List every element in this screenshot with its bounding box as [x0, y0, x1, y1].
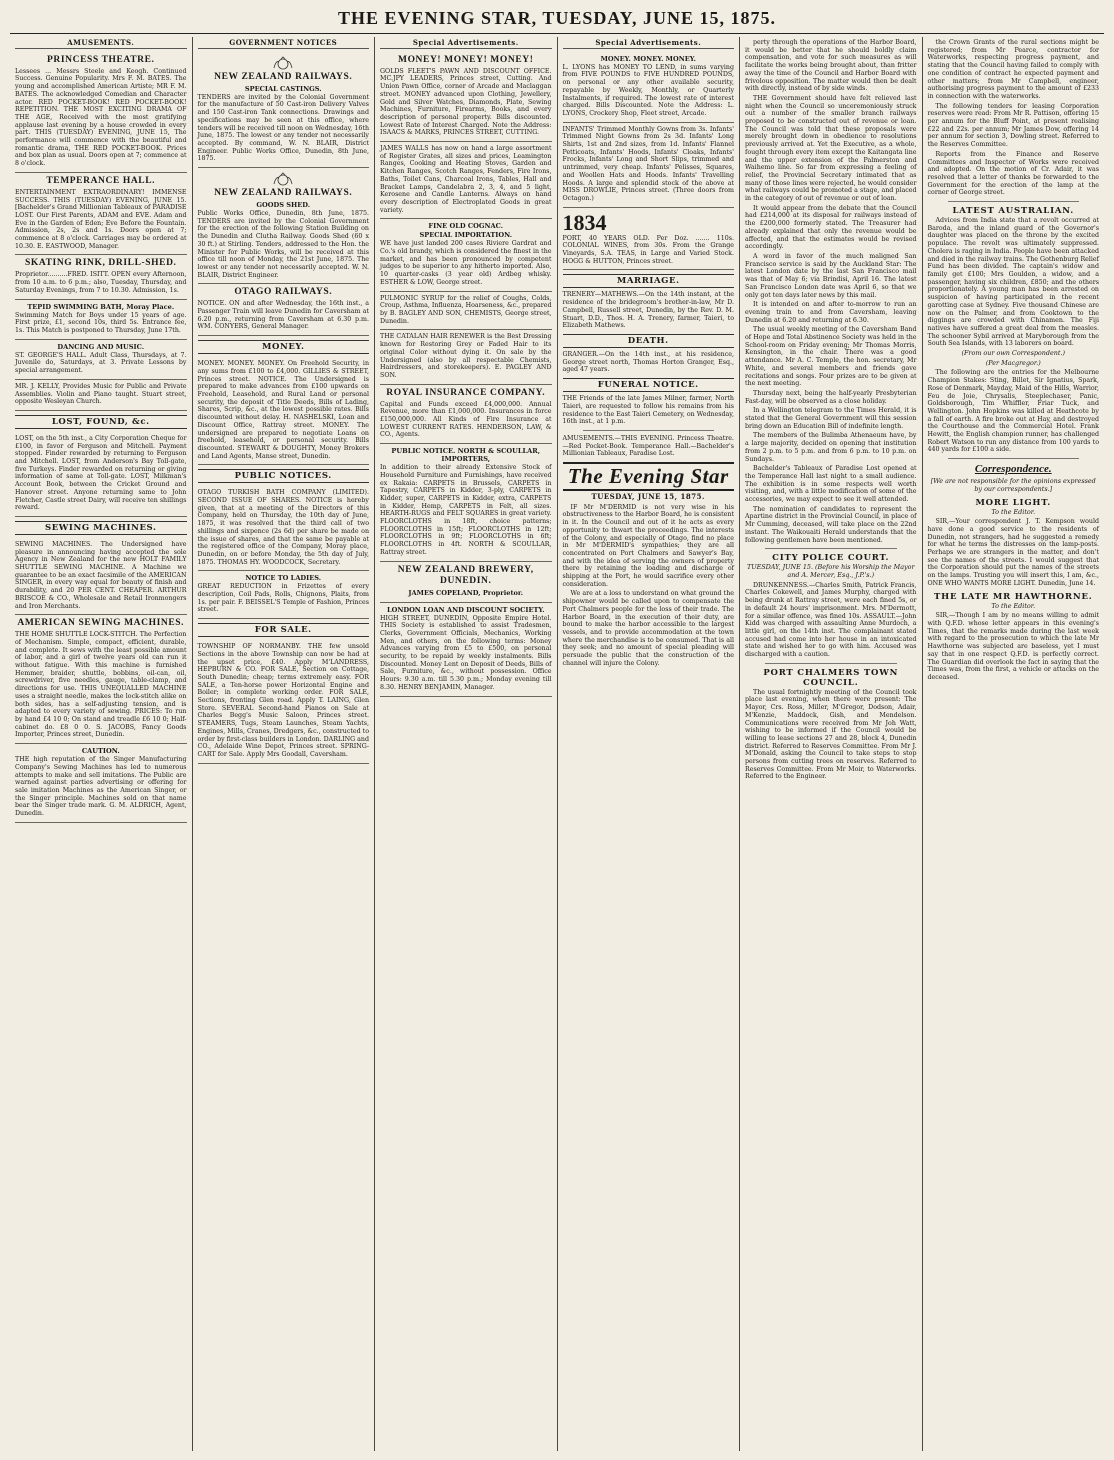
- ad-body: In addition to their already Extensive Stock of Household Furniture and Furnishings, have received ex Rakaia: CARPETS in Brussels, CARPETS in Tapestry, CARPETS in Kidder, 3-ply, CARPETS in Kidder, super, CARPETS in Kidder, extra, CARPETS in Kidder, Hemp, CARPETS in Felt, all sizes. HEARTH-RUGS and FELT SQUARES in great variety. FLOORCLOTHS in 18ft, choice patterns; FLOORCLOTHS in 15ft; FLOORCLOTHS in 12ft; FLOORCLOTHS in 9ft; FLOORCLOTHS in 6ft; FLOORCLOTHS in 4ft. NORTH & SCOULLAR, Rattray street.: [380, 464, 552, 556]
- divider: [948, 201, 1080, 202]
- section-heading-marriage: MARRIAGE.: [563, 274, 735, 288]
- ad-body: THE CATALAN HAIR RENEWER is the Best Dressing known for Restoring Grey or Faded Hair to its original Color without dying it. On sale by the Undersigned (also by all respectable Chemists, Hairdressers, and storekeepers). E. PAGLEY AND SON.: [380, 333, 552, 379]
- ad-body: SEWING MACHINES. The Undersigned have pleasure in announcing having accepted the sole Agency in New Zealand for the new HOLT FAMILY SHUTTLE SEWING MACHINE. A Machine we guarantee to be an exact facsimile of the AMERICAN SINGER, in every way equal for beauty of finish and durability, and 20 PER CENT. CHEAPER. ARTHUR BRISCOE & CO., Wholesale and Retail Ironmongers and Iron Merchants.: [15, 540, 187, 610]
- article-body: The following are the entries for the Melbourne Champion Stakes: Sting, Billet, Sir Ignatius, Spark, Rose of Denmark, Mayday, Maid of the Hills, Warrior, Feu de Joie, Chrysalis, Steeplechaser, Panic, Goldsborough, Tim Whiffler, Friar Tuck, and Wellington. John Hopkins was killed at Heathcote by a fall of earth. A fire broke out at Hay, and destroyed the Courthouse and the Commercial Hotel. Frank Hewitt, the English champion runner, has challenged Robert Watson to run any distance from 100 yards to 440 yards for £100 a side.: [927, 369, 1099, 454]
- news-paragraph: It is intended on and after to-morrow to run an evening train to and from Caversham, leaving Dunedin at 6.20 and returning at 6.30.: [745, 301, 917, 324]
- ad-subtitle: GOODS SHED.: [256, 201, 311, 210]
- death-notice: GRANGER.—On the 14th inst., at his residence, George street north, Thomas Horton Granger, Esq., aged 47 years.: [562, 350, 734, 374]
- ad-title: NEW ZEALAND BREWERY, DUNEDIN.: [397, 564, 534, 586]
- ad-body: MR. J. KELLY, Provides Music for Public and Private Assemblies. Violin and Piano taught. Stuart street, opposite Wesleyan Church.: [15, 382, 187, 406]
- ad-body: Public Works Office, Dunedin, 8th June, 1875. TENDERS are invited by the Colonial Government for the erection of the following Station Building on the Dunedin and Clutha Railway. Goods Shed (60 x 30 ft.) at Stirling. Tenders, addressed to the Hon. the Minister for Public Works, will be received at this office till noon of Monday, the 21st June, 1875. The lowest or any tender not necessarily accepted. W. N. BLAIR, District Engineer.: [197, 210, 369, 279]
- ad-body: Lessees ... Messrs Steele and Keogh. Continued Success. Genuine Popularity. Mrs F. M. BATES. The young and accomplished American Artiste; MR F. M. BATES. The acknowledged Comedian and Character actor. RED POCKET-BOOK! RED POCKET-BOOK! REPETITION. THE MOST EXCITING DRAMA OF THE AGE, Received with the most gratifying applause last evening by a house crowded in every part. THIS (TUESDAY) EVENING, JUNE 15, The performance will commence with the beautiful and romantic drama, THE RED POCKET-BOOK. Prices and box plan as usual. Doors open at 7; commence at 8 o'clock.: [15, 67, 187, 168]
- article-body: Advices from India state that a revolt occurred at Baroda, and the inland guard of the Governor's daughter was placed on the throne by the excited populace. The revolt was ultimately suppressed. Cholera is raging in India. People have been attacked and died in the railway trains. The Gothenburg Relief Fund has been divided. The captain's widow and family get £100; Mrs Goulden, a widow, and a passenger, having six children, £850; and the others proportionately. A young man has been arrested on suspicion of having participated in the recent garotting case at Sydney. Five thousand Chinese are now on the Palmer, and from Cooktown to the diggings are crowded with Chinamen. The Fiji natives have suffered a great deal from the measles. The schooner Sybil arrived at Maryborough from the South Sea Islands, with 13 laborers on board.: [927, 217, 1099, 348]
- ad-body: TENDERS are invited by the Colonial Government for the manufacture of 50 Cast-iron Delivery Valves and 150 Cast-iron Tank connections. Drawings and specifications may be seen at this office, where tenders will be received till noon on Wednesday, 16th June, 1875. The lowest or any tender not necessarily accepted. By command, W. N. BLAIR, District Engineer. Public Works Office, Dunedin, 8th June, 1875.: [197, 93, 369, 163]
- funeral-notice: THE Friends of the late James Milner, farmer, North Taieri, are requested to follow his remains from his residence to the East Taieri Cemetery, on Wednesday, 16th inst., at 1 p.m.: [562, 395, 734, 426]
- ad-title: SKATING RINK, DRILL-SHED.: [24, 258, 177, 269]
- column-news-1: [739, 37, 922, 1451]
- section-heading-death: DEATH.: [563, 334, 735, 348]
- column-amusements: [10, 37, 192, 1451]
- ad-body: L. LYONS has MONEY TO LEND, in sums varying from FIVE POUNDS to FIVE HUNDRED POUNDS, on personal or any other available security, repayable by Weekly, Monthly, or Quarterly Instalments, if required. The lowest rate of interest charged. Bills Discounted. Note the Address: L. LYONS, Crockery Shop, Fleet street, Arcade.: [562, 63, 734, 117]
- amusements-summary: AMUSEMENTS.—THIS EVENING. Princess Theatre.—Red Pocket-Book. Temperance Hall.—Bachelder's Millionian Tableaux, Paradise Lost.: [562, 434, 734, 458]
- ad-body: ENTERTAINMENT EXTRAORDINARY! IMMENSE SUCCESS. THIS (TUESDAY) EVENING, JUNE 15. [Bachelder's Grand Millionian Tableaux of PARADISE LOST. Our First Parents, ADAM and EVE. Adam and Eve in the Garden of Eden; Eve Before the Fountain. Admission, 2s, 2s and 1s. Doors open at 7; commence at 8 o'clock. Carriages may be ordered at 10.30. E. EASTWOOD, Manager.: [15, 188, 187, 250]
- section-heading-funeral: FUNERAL NOTICE.: [563, 378, 735, 392]
- ad-title: PUBLIC NOTICE. NORTH & SCOULLAR, IMPORTERS,: [391, 447, 541, 464]
- ad-body: Capital and Funds exceed £4,000,000. Annual Revenue, more than £1,000,000. Insurances in force £150,000,000. All Kinds of Fire Insurance at LOWEST CURRENT RATES. HENDERSON, LAW, & CO., Agents.: [380, 400, 552, 439]
- ad-title: MONEY! MONEY! MONEY!: [398, 54, 534, 65]
- news-paragraph: Reports from the Finance and Reserve Committees and Inspector of Works were received and adopted. On the motion of Cr. Adair, it was resolved that a letter of thanks be forwarded to the Government for the erection of the lamp at the corner of George street.: [927, 150, 1099, 197]
- news-paragraph: A word in favor of the much maligned San Francisco service is said by the Auckland Star: The latest London date by the last San Francisco mail was that of May 6; via Brindisi, April 16. The latest San Francisco London date was April 6, so that we only got ten days later news by this mail.: [745, 252, 917, 299]
- ad-nz-brewery: [380, 562, 552, 603]
- ad-body: HIGH STREET, DUNEDIN, Opposite Empire Hotel. THIS Society is established to assist Tradesmen, Clerks, Government Officials, Mechanics, Working Men, and others, on the following terms: Money Advances varying from £5 to £500, on personal security, to be repaid by weekly instalments. Bills Discounted. Money Lent on Deposit of Deeds, Bills of Sale, Furniture, &c., without possession. Office Hours: 9.30 a.m. till 5.30 p.m.; Monday evening till 8.30. HENRY BENJAMIN, Manager.: [380, 614, 552, 691]
- ad-dancing: [15, 340, 187, 380]
- ad-north-scoullar: [380, 444, 552, 561]
- ad-title: FINE OLD COGNAC.: [428, 222, 504, 231]
- newspaper-nameplate: The Evening Star: [563, 462, 735, 491]
- news-paragraph: The usual weekly meeting of the Caversham Band of Hope and Total Abstinence Society was held in the School-room on Friday evening; Mr Thomas Morris, Kensington, in the chair. There was a good attendance. Mr A. C. Temple, the hon. secretary, Mr White, and several members and friends gave recitations and songs. Four prizes are to be given at the next meeting.: [745, 326, 917, 388]
- letter-heading-more-light: MORE LIGHT.: [975, 497, 1052, 508]
- ad-body: JAMES WALLS has now on hand a large assortment of Register Grates, all sizes and prices, Leamington Ranges, Cooking and Heating Stoves, Garden and Kitchen Ranges, Scotch Ranges, Fenders, Fire Irons, Baths, Toilet Cans, Charcoal Irons, Tables, Hall and Bracket Lamps, Candelabra 2, 3, 4, and 5 light, Kerosene and Candle Lanterns. Always on hand every description of Electroplated Goods in great variety.: [380, 145, 552, 214]
- divider: [948, 458, 1080, 459]
- notice-special-castings: [198, 52, 370, 168]
- article-subheading: (Per Macgregor.): [985, 358, 1041, 367]
- column-heading: Special Advertisements.: [563, 39, 735, 49]
- ad-lost-items: [15, 432, 187, 517]
- ad-subtitle: SPECIAL IMPORTATION.: [419, 231, 512, 240]
- column-grid: [10, 37, 1104, 1451]
- letter-salutation: To the Editor.: [991, 601, 1036, 610]
- article-subheading: TUESDAY, JUNE 15. (Before his Worship the Mayor and A. Mercer, Esq., J.P.'s.): [746, 563, 915, 579]
- ad-body: JAMES COPELAND, Proprietor.: [408, 588, 524, 597]
- letter-body: SIR,—Though I am by no means willing to admit with Q.F.D. whose letter appears in this evening's Times, that the remarks made during the last week with regard to the prosecution to which the late Mr Hawthorne was subjected are baseless, yet I must say that in one respect Q.F.D. is perfectly correct. The Guardian did overlook the fact in saying that the Times was, from the first, a vehicle or attacks on the deceased.: [927, 612, 1099, 681]
- ad-infants-clothing: [563, 123, 735, 208]
- notice-goods-shed: [198, 168, 370, 284]
- ad-body: LOST, on the 5th inst., a City Corporation Cheque for £100, in favor of Ferguson and Mitchell. Payment stopped. Finder rewarded by returning to Ferguson and Mitchell. LOST, from Anderson's Bay Toll-gate, five Turkeys. Finder rewarded on returning or giving information of same at Toll-gate. LOST, Milkman's Account Book, between the Cricket Ground and Hanover street. Anyone returning same to John Fletcher, Castle street Dairy, will receive ten shillings reward.: [15, 434, 187, 512]
- leader-paragraph: IF Mr M'DERMID is not very wise in his obstructiveness to the Harbor Board, he is consistent in it. In the Council and out of it he acts as every opportunity to thwart the proceedings. The interests of the Colony, and especially of Otago, find no place in Mr M'DERMID's sympathies; they are all concentrated on Port Chalmers and Sawyer's Bay, and with the idea of serving the owners of property there by retaining the loading and discharge of shipping at the Port, he would sacrifice every other consideration.: [562, 503, 734, 588]
- news-paragraph: perty through the operations of the Harbor Board, it would be better that he should boldly claim compensation, and vote for such measures as will facilitate the works being brought about, than fritter away the time of the Council and Harbor Board with frivolous opposition. The matter would then be dealt with directly, instead of by side winds.: [745, 39, 917, 93]
- ad-body: PORT, 40 YEARS OLD. Per Doz. ....... 110s. COLONIAL WINES, from 30s. From the Grange Vineyards, S.A. TEAS, in Large and Varied Stock. HOGG & HUTTON, Princes street.: [562, 234, 734, 265]
- ad-turkish-bath: [198, 486, 370, 571]
- ad-body: Swimming Match for Boys under 15 years of age. First prize, £1, second 10s, third 5s. Entrance fee, 1s. This Match is postponed to Thursday, June 17th.: [15, 311, 187, 334]
- news-paragraph: The members of the Bulimba Athenaeum have, by a large majority, decided on opening that institution from 2 p.m. to 5 p.m. and from 6 p.m. to 10 p.m. on Sundays.: [745, 432, 917, 463]
- section-heading-money: MONEY.: [198, 340, 370, 354]
- ad-title: PRINCESS THEATRE.: [46, 54, 155, 65]
- ad-american-sewing: [15, 615, 187, 744]
- news-paragraph: THE Government should have felt relieved last night when the Council so unceremoniously struck out a number of the smaller branch railways proposed to be constructed out of revenue or loan. The Council was told that these proposals were merely brought down in obedience to resolutions previously arrived at. Yet the Executive, as a whole, fought through every item except the Kaitangata line and the upper extension of the Palmerston and Waihemo line. So far from expressing a feeling of relief, the Provincial Secretary intimated that as many of those lines were rejected, he would consider what railways could be promoted a stage, and placed in the category of out of revenue or out of loan.: [745, 94, 917, 203]
- ad-skating-rink: [15, 255, 187, 299]
- section-heading-correspondence: Correspondence.: [974, 463, 1052, 476]
- ad-lyons-money: [563, 52, 735, 123]
- ad-title: TEMPERANCE HALL.: [46, 175, 156, 186]
- ad-title: TEPID SWIMMING BATH, Moray Place.: [27, 302, 175, 311]
- ad-body: THE high reputation of the Singer Manufacturing Company's Sewing Machines has led to numerous attempts to make and sell imitations. The Public are warned against parties advertising or offering for sale imitation Machines as the American Singer, or the Singer principle. Machines sold on that name bear the Singer trade mark. G. M. ALDRICH, Agent, Dunedin.: [15, 756, 187, 818]
- ad-body: OTAGO TURKISH BATH COMPANY (LIMITED). SECOND ISSUE OF SHARES. NOTICE is hereby given, that at a meeting of the Directors of this Company, held on Thursday, the 10th day of June, 1875, it was resolved that the third call of two shillings and sixpence (2s 6d) per share be made on the issue of shares, and that the same be payable at the registered office of the Company, Moray place, Dunedin, on or before Monday, the 5th day of July, 1875. THOMAS HY. WOODCOCK, Secretary.: [197, 489, 369, 566]
- ad-title: DANCING AND MUSIC.: [57, 342, 145, 351]
- editorial-disclaimer: [We are not responsible for the opinions expressed by our correspondents.]: [930, 477, 1096, 493]
- ad-catalan-hair: [380, 330, 552, 384]
- ad-title: NEW ZEALAND RAILWAYS.: [214, 71, 353, 82]
- ad-holt-sewing: [15, 538, 187, 615]
- ad-fine-cognac: [380, 219, 552, 291]
- column-heading: Special Advertisements.: [380, 39, 552, 49]
- article-body: The usual fortnightly meeting of the Council took place last evening, when there were present: The Mayor, Crs. Ross, Miller, M'Gregor, Dodson, Adair, M'Kenzie, Maddock, Gish, and Mendelson. Communications were received from Mr Joh Watt, wishing to be informed if the Council would be willing to lease sections 27 and 28, block 4, Dunedin district. Referred to Reserves Committee. From Mr J. M'Donald, asking the Council to take steps to stop persons from cutting trees on reserves. Referred to Reserves Committee. From Mr Moir, to Waterworks. Referred to the Engineer.: [745, 688, 917, 781]
- ad-title: AMERICAN SEWING MACHINES.: [17, 618, 185, 629]
- news-paragraph: Bachelder's Tableaux of Paradise Lost opened at the Temperance Hall last night to a small audience. The exhibition is in some respects well worth visiting, and, with a little modification of some of the accessories, we may expect to see it well attended.: [745, 465, 917, 504]
- ad-body: Proprietor..........FRED. ISITT. OPEN every Afternoon, from 10 a.m. to 6 p.m.; also, Tuesday, Thursday, and Saturday Evenings, from 7 to 10.30. Admission, 1s.: [15, 271, 187, 294]
- column-heading: AMUSEMENTS.: [15, 39, 187, 49]
- ad-royal-insurance: [380, 385, 552, 445]
- news-paragraph: the Crown Grants of the rural sections might be registered; from Mr Pearce, contractor for Waterworks, respecting progress payment, and stating that the Council having failed to comply with one condition of contract he expected payment and other matters; from Mr Campbell, engineer, authorising progress payment to the amount of £233 in connection with the waterworks.: [927, 39, 1099, 100]
- ad-title: NOTICE TO LADIES.: [245, 574, 322, 583]
- column-special-advertisements-1: [374, 37, 557, 1451]
- ad-port-wine: [563, 208, 735, 271]
- ad-subtitle: SPECIAL CASTINGS.: [244, 84, 322, 93]
- news-paragraph: The nomination of candidates to represent the Apartine district in the Provincial Council, in place of Mr Cumming, deceased, will take place on the 22nd instant. The Waikouaiti Herald understands that the following gentlemen have been mentioned.: [745, 505, 917, 544]
- section-heading-lost-found: LOST, FOUND, &c.: [15, 415, 187, 429]
- masthead: THE EVENING STAR, TUESDAY, JUNE 15, 1875.: [10, 8, 1104, 34]
- article-heading-port-chalmers: PORT CHALMERS TOWN COUNCIL.: [763, 667, 899, 688]
- news-paragraph: In a Wellington telegram to the Times Herald, it is stated that the General Government will this session bring down an Education Bill of indefinite length.: [745, 407, 917, 430]
- article-heading-police-court: CITY POLICE COURT.: [772, 553, 890, 564]
- ad-title: MONEY. MONEY. MONEY.: [600, 54, 696, 63]
- divider: [765, 548, 897, 549]
- divider: [583, 430, 715, 431]
- ad-money-lenders: [198, 357, 370, 465]
- ad-body: PULMONIC SYRUP for the relief of Coughs, Colds, Croup, Asthma, Influenza, Hoarseness, &c., prepared by B. BAGLEY AND SON, CHEMISTS, George street, Dunedin.: [380, 294, 552, 325]
- ad-title: ROYAL INSURANCE COMPANY.: [386, 387, 546, 398]
- news-paragraph: The following tenders for leasing Corporation reserves were read: From Mr R. Pattison, offering 15 per annum for the Bluff Point, at present realising £22 and 22s. per annum; Mr James Dow, offering 14 per annum for section 3, Dowling street. Referred to the Reserves Committee.: [927, 102, 1099, 149]
- column-news-2: [922, 37, 1105, 1451]
- ad-pawn-office: [380, 52, 552, 142]
- ad-pulmonic-syrup: [380, 292, 552, 331]
- ad-title: CAUTION.: [81, 747, 120, 756]
- royal-crest-icon: [272, 172, 294, 186]
- letter-heading-hawthorne: THE LATE MR HAWTHORNE.: [934, 591, 1093, 602]
- ad-year-display: 1834: [562, 209, 607, 235]
- divider: [765, 663, 897, 664]
- leader-paragraph: We are at a loss to understand on what ground the shipowner would be called upon to compensate the Port Chalmers people for the loss of their trade. The Harbor Board, in the execution of their duty, are bound to make the harbor accessible to the largest vessels, and to provide accommodation at the town where the merchandise is to be consumed. That is all they seek; and no amount of special pleading will persuade the public that the construction of the channel will injure the Colony.: [562, 590, 734, 667]
- section-heading-sewing: SEWING MACHINES.: [15, 521, 187, 535]
- ad-body: GOLDS FLEET'S PAWN AND DISCOUNT OFFICE. MC.JPY LEADERS, Princes street, Cutting. And Union Pawn Office, corner of Arcade and Maclaggan street. MONEY advanced upon Clothing, Jewellery, Gold and Silver Watches, Diamonds, Plate, Sewing Machines, Furniture, Firearms, Books, and every description of personal property. Bills discounted. Lowest Rate of Interest Charged. Note the Address: ISAACS & MARKS, PRINCES STREET, CUTTING.: [380, 67, 552, 137]
- ad-kelly-music: [15, 380, 187, 411]
- ad-title: OTAGO RAILWAYS.: [234, 287, 333, 298]
- column-special-advertisements-2: [557, 37, 740, 1451]
- ad-body: INFANTS' Trimmed Monthly Gowns from 3s. Infants' Trimmed Night Gowns from 2s 3d. Infants' Long Shirts, 1st and 2nd sizes, from 1d. Infants' Flannel Petticoats, Infants' Hoods, Infants' Cloaks, Infants' Frocks, Infants' Long and Short Slips, trimmed and untrimmed, very cheap. Infants' Pelisses, Squares, and Woollen Hats and Hoods. Infants' Travelling Hoods. A large and splendid stock of the above at MISS DROWLIE, Princes street. (Three doors from Octagon.): [562, 125, 734, 202]
- news-paragraph: Thursday next, being the half-yearly Presbyterian Fast-day, will be observed as a close holiday.: [745, 389, 917, 405]
- ad-princess-theatre: [15, 52, 187, 173]
- section-heading-public-notices: PUBLIC NOTICES.: [198, 469, 370, 483]
- marriage-notice: TRENERY—MATHEWS.—On the 14th instant, at the residence of the bridegroom's brother-in-law, Mr D. Campbell, Russell street, Dunedin, by the Rev. D. M. Stuart, D.D., Thos. H. A. Trenery, farmer, Taieri, to Elizabeth Mathews.: [562, 291, 734, 330]
- ad-title: LONDON LOAN AND DISCOUNT SOCIETY.: [386, 605, 545, 614]
- ad-body: NOTICE. ON and after Wednesday, the 16th inst., a Passenger Train will leave Dunedin for Caversham at 6.20 p.m., returning from Caversham at 6.30 p.m. WM. CONYERS, General Manager.: [197, 300, 369, 331]
- ad-caution: [15, 744, 187, 823]
- ad-temperance-hall: [15, 173, 187, 256]
- ad-swimming-bath: [15, 300, 187, 340]
- column-government-notices: [192, 37, 375, 1451]
- ad-body: ST. GEORGE'S HALL. Adult Class, Thursdays, at 7. Juvenile do, Saturdays, at 3. Private Lessons by special arrangement.: [15, 351, 187, 375]
- article-byline: (From our own Correspondent.): [961, 349, 1065, 358]
- ad-body: THE HOME SHUTTLE LOCK-STITCH. The Perfection of Mechanism. Simple, compact, efficient, durable, and complete. It sews with the least possible amount of labor, and a girl of twelve years old can run it without fatigue. With this machine is furnished Hemmer, braider, shuttle, bobbins, oil-can, oil, screwdriver, five needles, gauge, table-clamp, and directions for use. THIS UNEQUALLED MACHINE uses a straight needle, makes the lock-stitch alike on both sides, has a self-adjusting tension, and is adapted to every variety of sewing. PRICES: To run by hand £4 10 0; On stand and treadle £6 10 0; Half-cabinet do. £8 0 0. S. JACOBS, Fancy Goods Importer, Princes street, Dunedin.: [15, 631, 187, 739]
- ad-title: NEW ZEALAND RAILWAYS.: [214, 188, 353, 199]
- ad-james-walls: [380, 142, 552, 219]
- ad-body: GREAT REDUCTION in Frizettes of every description, Coil Pads, Rolls, Chignons, Plaits, from 1s. per pair. F. BEISSEL'S Temple of Fashion, Princes street.: [197, 583, 369, 614]
- ad-body: MONEY. MONEY. MONEY. On Freehold Security, in any sums from £100 to £4,000. GILLIES & STREET, Princes street. NOTICE. The Undersigned is prepared to make advances from £100 upwards on Freehold, Leasehold, and Rural Land or personal security, the deposit of Title Deeds, Bills of Lading, Shares, Scrip, &c., at the lowest possible rates. Bills discounted without delay. H. NASHELSKI, Loan and Discount Office, Rattray street. MONEY. The undersigned are prepared to negotiate Loans on freehold, leasehold, or personal security. Bills discounted. STEWART & DOUGHTY, Money Brokers and Land Agents, Manse street, Dunedin.: [197, 360, 369, 460]
- article-body: DRUNKENNESS.—Charles Smith, Patrick Francis, Charles Cokewell, and James Murphy, charged with being drunk at Rattray street, were each fined 5s, or in default 24 hours' imprisonment. Mrs. M'Dermott, for a similar offence, was fined 10s. ASSAULT.—John Kidd was charged with assaulting Anne Murdoch, a little girl, on the 14th inst. The complainant stated accused had come into her house in an intoxicated state and wished her to go with him. Accused was discharged with a caution.: [745, 581, 917, 659]
- ad-body: WE have just landed 200 cases Riviere Gardrat and Co.'s old brandy, which is considered the finest in the market, and has been pronounced by competent judges to be superior to any hitherto imported. Also, 10 quarter-casks (3 year old) Ardbeg whisky. ESTHER & LOW, George street.: [380, 240, 552, 286]
- notice-otago-railways: [198, 284, 370, 336]
- column-heading: GOVERNMENT NOTICES: [198, 39, 370, 49]
- section-heading-for-sale: FOR SALE.: [198, 623, 370, 637]
- ad-notice-to-ladies: [198, 571, 370, 619]
- article-heading-latest-australian: LATEST AUSTRALIAN.: [952, 206, 1075, 217]
- letter-body: SIR,—Your correspondent J. T. Kempson would have done a good service to the residents of Dunedin, not strangers, had he suggested a remedy for what he terms the distresses on the lamp-posts. Perhaps we are strangers in the matter, and don't see the names of the streets. I would suggest that the Corporation should put the names of the streets on the lamps. Trusting you will insert this, I am, &c., ONE WHO WANTS MORE LIGHT. Dunedin, June 14.: [927, 518, 1099, 587]
- royal-crest-icon: [272, 56, 294, 70]
- letter-salutation: To the Editor.: [991, 507, 1036, 516]
- ad-body: TOWNSHIP OF NORMANBY. THE few unsold Sections in the above Township can now be had at the upset price, £40. Apply M'LANDRESS, HEPBURN & CO. FOR SALE, Section on Cottage, South Dunedin; cheap; terms extremely easy. FOR SALE, a Ten-horse power Horizontal Engine and Boiler; in complete working order. FOR SALE, Sections, fronting Glen road. Apply T. LAING, Glen Store. SEVERAL Second-hand Pianos on Sale at Charles Begg's Music Saloon, Princes street. STEAMERS, Tugs, Steam Launches, Steam Yachts, Engines, Mills, Cranes, Dredgers, &c., constructed to order by first-class builders in London. DARLING and CO., Adelaide Wine Depot, Princes street. SPRING-CART for Sale. Apply Mrs Goodall, Caversham.: [197, 643, 370, 758]
- ad-london-loan: [380, 603, 552, 697]
- issue-dateline: TUESDAY, JUNE 15, 1875.: [591, 492, 705, 502]
- news-paragraph: It would appear from the debate that the Council had £214,000 at its disposal for railways instead of the £200,000 formerly stated. The Treasurer had already explained that only the revenue would be affected, and that the estimates would be revised accordingly.: [745, 204, 917, 251]
- ad-for-sale: [198, 640, 370, 764]
